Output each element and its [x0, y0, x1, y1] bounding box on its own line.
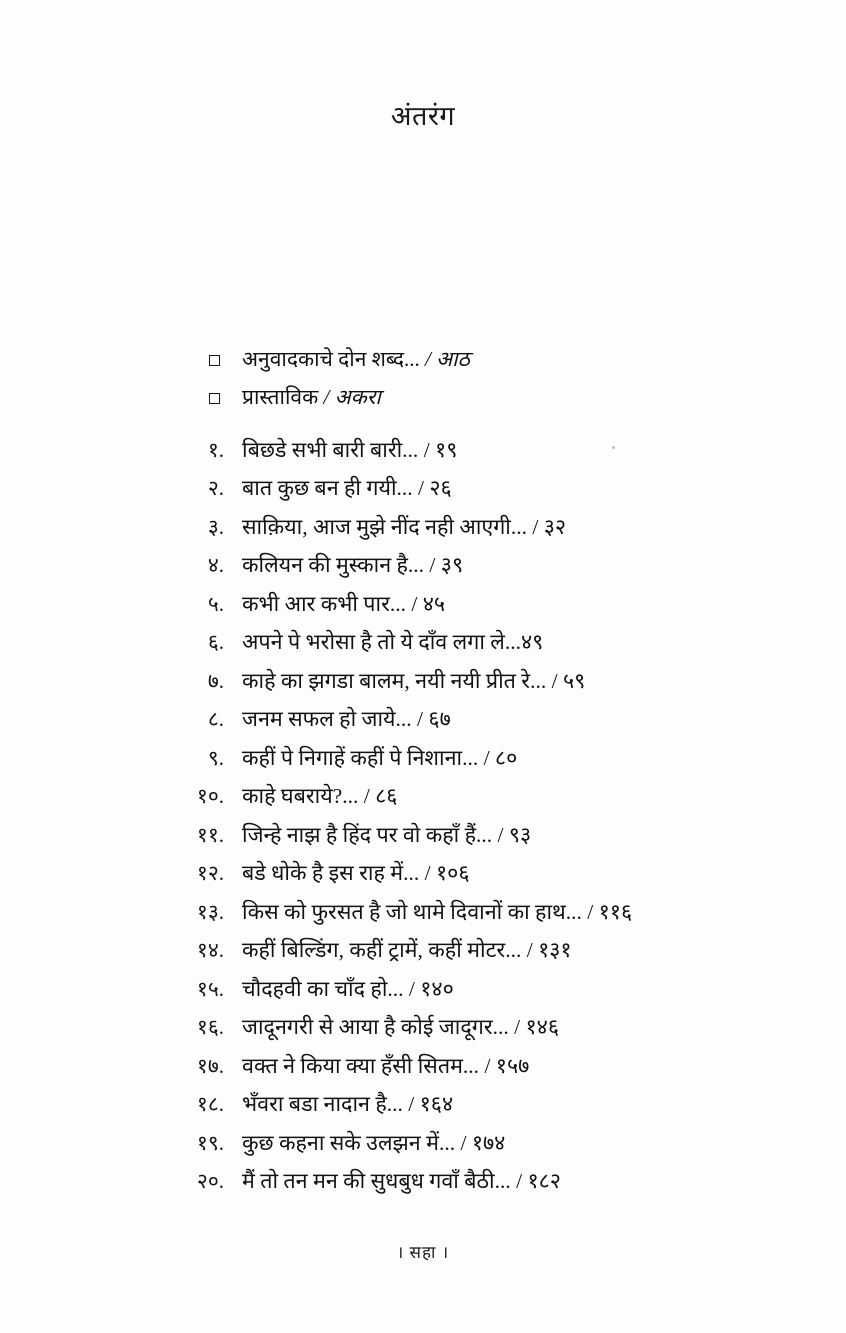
entry-number: १५.	[196, 976, 224, 1001]
table-row[interactable]	[180, 935, 800, 966]
entry-number: ९.	[207, 745, 224, 770]
entry-title: जादूनगरी से आया है कोई जादूगर... / १४६	[242, 1015, 560, 1040]
table-row[interactable]	[180, 666, 800, 697]
entry-title: कुछ कहना सके उलझन में... / १७४	[242, 1130, 506, 1155]
entry-number: ११.	[196, 822, 224, 847]
entry-number: ५.	[207, 591, 224, 616]
table-row[interactable]	[180, 435, 800, 466]
table-row[interactable]	[180, 1166, 800, 1197]
list-item[interactable]	[180, 383, 800, 413]
entry-number: १२.	[196, 861, 224, 886]
entry-title: कहीं पे निगाहें कहीं पे निशाना... / ८०	[242, 745, 518, 770]
entry-number: ८.	[207, 707, 224, 732]
entry-number: १०.	[196, 784, 224, 809]
table-row[interactable]	[180, 858, 800, 889]
page-footer-mark: । सहा ।	[396, 1243, 450, 1262]
front-matter-entry-0: अनुवादकाचे दोन शब्द... / आठ	[242, 347, 470, 371]
list-item[interactable]	[180, 345, 800, 375]
entry-number: १७.	[196, 1053, 224, 1078]
table-row[interactable]	[180, 627, 800, 658]
square-bullet-icon	[180, 352, 242, 373]
entry-title: अपने पे भरोसा है तो ये दाँव लगा ले...४९	[242, 630, 544, 655]
entry-number: १.	[207, 437, 224, 462]
entry-title: बात कुछ बन ही गयी... / २६	[242, 476, 452, 501]
entry-number: १४.	[196, 938, 224, 963]
table-row[interactable]	[180, 512, 800, 543]
entry-number: १६.	[196, 1015, 224, 1040]
table-row[interactable]	[180, 589, 800, 620]
paper-speck	[612, 446, 615, 449]
entry-title: काहे का झगडा बालम, नयी नयी प्रीत रे... / ५९	[242, 668, 586, 693]
entry-title: जनम सफल हो जाये... / ६७	[242, 707, 451, 732]
table-row[interactable]	[180, 473, 800, 504]
entry-number: ४.	[207, 553, 224, 578]
entry-number: १८.	[196, 1092, 224, 1117]
table-row[interactable]	[180, 550, 800, 581]
entry-title: बडे धोके है इस राह में... / १०६	[242, 861, 470, 886]
entry-title: बिछडे सभी बारी बारी... / १९	[242, 437, 458, 462]
table-row[interactable]	[180, 897, 800, 928]
table-of-contents	[180, 345, 800, 1205]
table-row[interactable]	[180, 974, 800, 1005]
table-row[interactable]	[180, 704, 800, 735]
page-title: अंतरंग	[390, 101, 456, 131]
table-row[interactable]	[180, 1089, 800, 1120]
entry-number: ६.	[207, 630, 224, 655]
table-row[interactable]	[180, 820, 800, 851]
entry-title: वक्त ने किया क्या हँसी सितम... / १५७	[242, 1053, 530, 1078]
entry-title: मैं तो तन मन की सुधबुध गवाँ बैठी... / १८२	[242, 1169, 561, 1194]
entry-title: काहे घबराये?... / ८६	[242, 784, 398, 809]
entry-title: किस को फुरसत है जो थामे दिवानों का हाथ... / ११६	[242, 899, 633, 924]
entry-title: भँवरा बडा नादान है... / १६४	[242, 1092, 454, 1117]
entry-title: कलियन की मुस्कान है... / ३९	[242, 553, 464, 578]
table-row[interactable]	[180, 781, 800, 812]
entry-title: कभी आर कभी पार... / ४५	[242, 591, 446, 616]
entry-number: १९.	[196, 1130, 224, 1155]
table-row[interactable]	[180, 1051, 800, 1082]
entry-number: २०.	[196, 1169, 224, 1194]
table-row[interactable]	[180, 743, 800, 774]
entry-number: २.	[207, 476, 224, 501]
entry-number: ७.	[207, 668, 224, 693]
table-row[interactable]	[180, 1012, 800, 1043]
entry-number: १३.	[196, 899, 224, 924]
entry-title: साक़िया, आज मुझे नींद नही आएगी... / ३२	[242, 514, 567, 539]
entry-title: कहीं बिल्डिंग, कहीं ट्रामें, कहीं मोटर... / १३१	[242, 938, 572, 963]
square-bullet-icon	[180, 390, 242, 411]
entry-title: चौदहवी का चाँद हो... / १४०	[242, 976, 454, 1001]
entry-number: ३.	[207, 514, 224, 539]
table-row[interactable]	[180, 1128, 800, 1159]
front-matter-entry-1: प्रास्ताविक / अकरा	[242, 384, 381, 409]
entry-title: जिन्हे नाझ है हिंद पर वो कहाँ हैं... / ९३	[242, 822, 532, 847]
